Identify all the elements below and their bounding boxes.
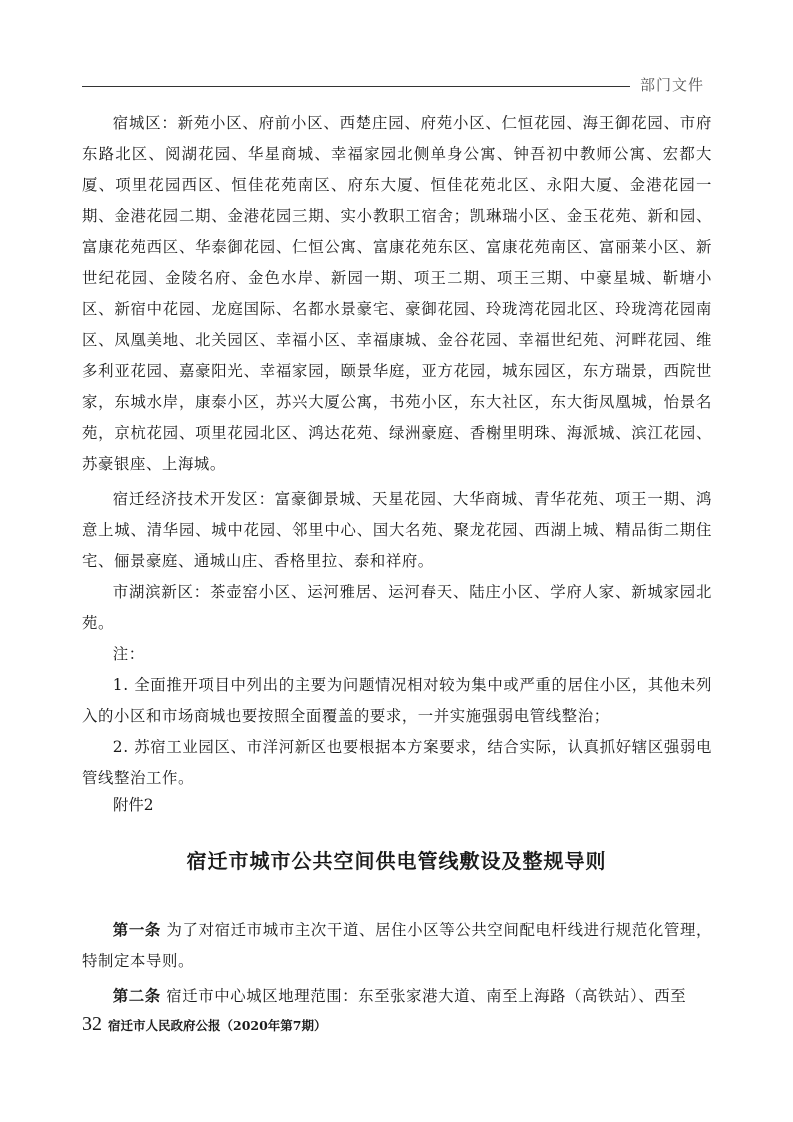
attachment-label: 附件2	[113, 796, 154, 814]
note-item-1: 1. 全面推开项目中列出的主要为问题情况相对较为集中或严重的居住小区，其他未列入的小区和市场商城也要按照全面覆盖的要求，一并实施强弱电管线整治；	[82, 676, 712, 725]
article-1	[82, 915, 712, 977]
header-rule	[82, 86, 630, 87]
section-label: 部门文件	[640, 76, 705, 94]
note-label: 注：	[112, 645, 145, 663]
paragraph-kaifaqu: 宿迁经济技术开发区：富豪御景城、天星花园、大华商城、青华花苑、项王一期、鸿意上城、清华园、城中花园、邻里中心、国大名苑、聚龙花园、西湖上城、精品街二期住宅、俪景豪庭、通城山庄、香格里拉、泰和祥府。	[82, 490, 712, 570]
articles	[82, 915, 712, 1012]
note-item-2: 2. 苏宿工业园区、市洋河新区也要根据本方案要求，结合实际，认真抓好辖区强弱电管线整治工作。	[82, 738, 712, 787]
article-1-label: 第一条	[112, 921, 161, 939]
paragraph-sucheng: 宿城区：新苑小区、府前小区、西楚庄园、府苑小区、仁恒花园、海王御花园、市府东路北区、阅湖花园、华星商城、幸福家园北侧单身公寓、钟吾初中教师公寓、宏都大厦、项里花园西区、恒佳花苑南区、府东大厦、恒佳花苑北区、永阳大厦、金港花园一期、金港花园二期、金港花园三期、实小教职工宿舍；凯琳瑞小区、金玉花苑、新和园、富康花苑西区、华泰御花园、仁恒公寓、富康花苑东区、富康花苑南区、富丽莱小区、新世纪花园、金陵名府、金色水岸、新园一期、项王二期、项王三期、中豪星城、靳塘小区、新宿中花园、龙庭国际、名都水景豪宅、豪御花园、玲珑湾花园北区、玲珑湾花园南区、凤凰美地、北关园区、幸福小区、幸福康城、金谷花园、幸福世纪苑、河畔花园、维多利亚花园、嘉豪阳光、幸福家园，颐景华庭，亚方花园，城东园区，东方瑞景，西院世家，东城水岸，康泰小区，苏兴大厦公寓，书苑小区，东大社区，东大街凤凰城，怡景名苑，京杭花园、项里花园北区、鸿达花苑、绿洲豪庭、香榭里明珠、海派城、滨江花园、苏豪银座、上海城。	[82, 114, 712, 473]
page-footer	[82, 1013, 327, 1036]
article-2-label: 第二条	[112, 987, 161, 1005]
article-2	[82, 981, 712, 1012]
body-text	[82, 108, 712, 794]
article-2-text: 宿迁市中心城区地理范围：东至张家港大道、南至上海路（高铁站）、西至	[166, 987, 687, 1005]
page-number: 32	[82, 1013, 102, 1035]
paragraph-hubin: 市湖滨新区：茶壶窑小区、运河雅居、运河春天、陆庄小区、学府人家、新城家园北苑。	[82, 583, 712, 632]
publication-title: 宿迁市人民政府公报（2020年第7期）	[108, 1018, 327, 1033]
article-1-text: 为了对宿迁市城市主次干道、居住小区等公共空间配电杆线进行规范化管理，特制定本导则。	[82, 921, 712, 970]
document-title: 宿迁市城市公共空间供电管线敷设及整规导则	[186, 849, 607, 873]
